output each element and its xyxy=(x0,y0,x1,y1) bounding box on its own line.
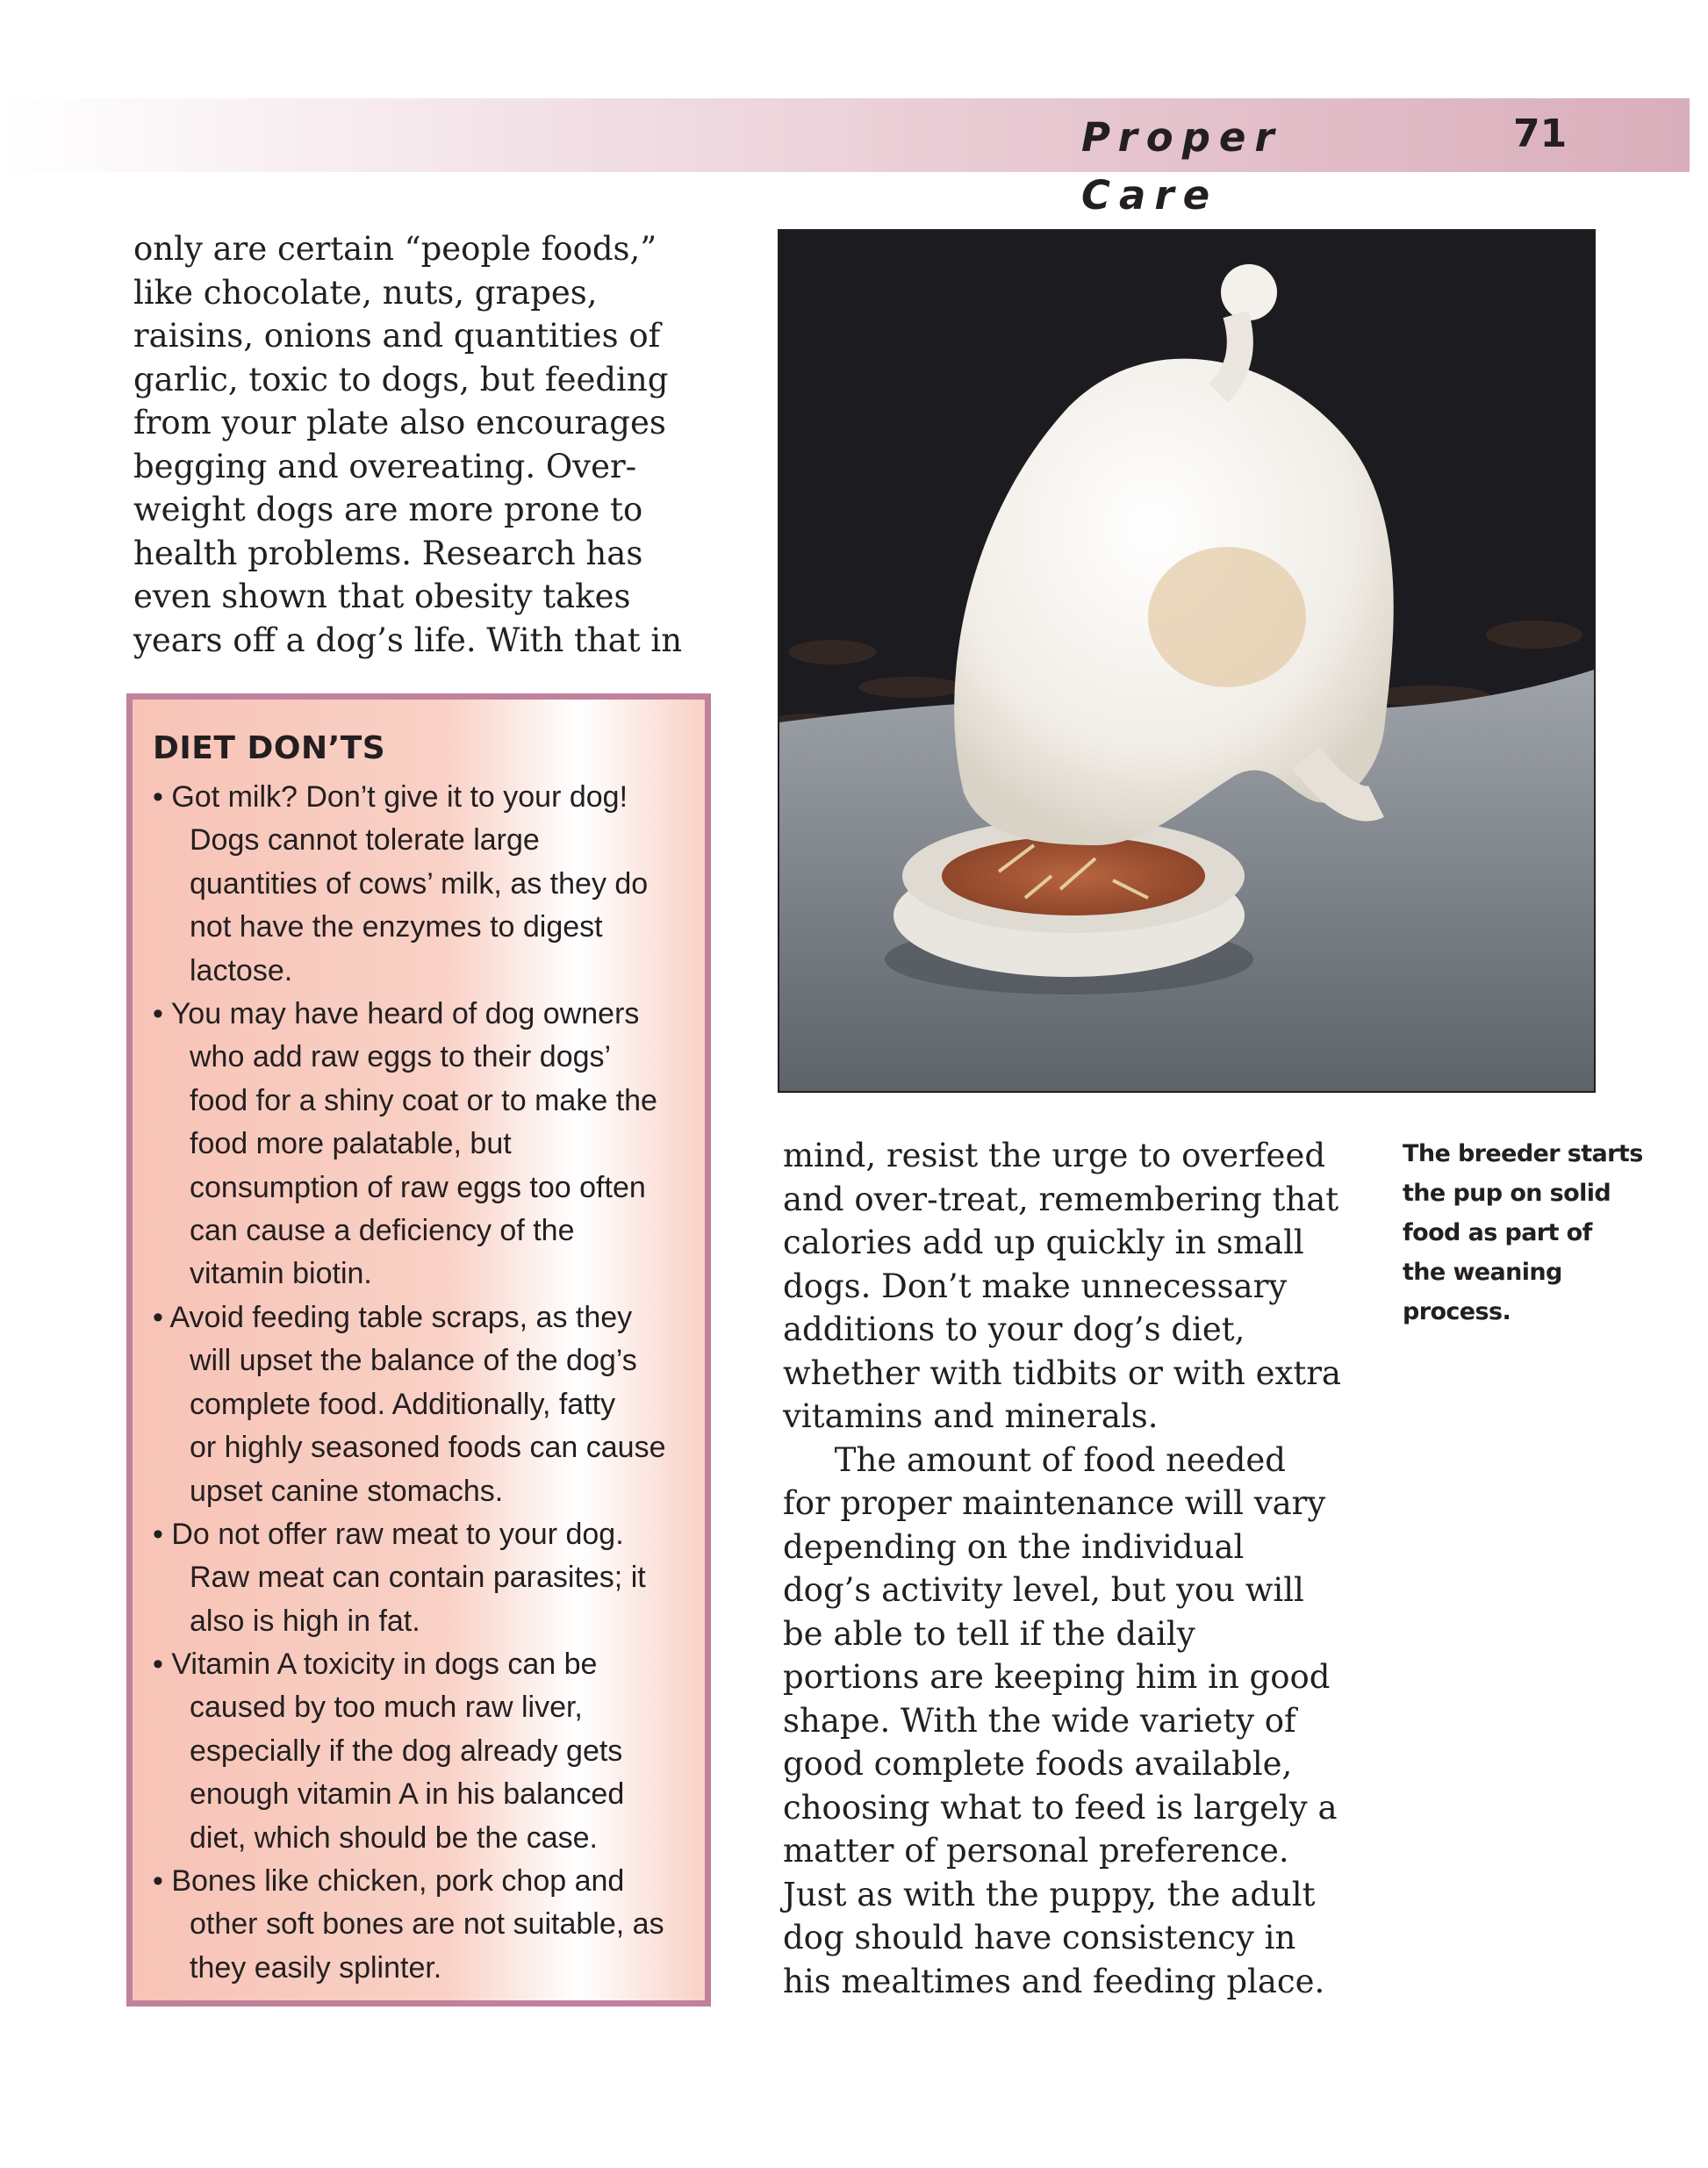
puppy-eating-photo xyxy=(778,229,1596,1093)
sidebar-title: DIET DON’TS xyxy=(153,730,386,766)
sidebar-item-vitamin-a: • Vitamin A toxicity in dogs can be caused by too much raw liver, especially if the dog already gets enough vitamin A in his balanced diet, which should be the case. xyxy=(153,1648,625,1855)
body-column-left: only are certain “people foods,” like chocolate, nuts, grapes, raisins, onions and quantities of garlic, toxic to dogs, but feeding from your plate also encourages begging and overeating. Over- weight dogs are more prone to health problems. Research has even shown that obesity takes years off a dog’s life. With that in xyxy=(133,230,683,659)
sidebar-item-raw-eggs: • You may have heard of dog owners who add raw eggs to their dogs’ food for a shiny coat or to make the food more palatable, but consumption of raw eggs too often can cause a deficiency of the vitamin biotin. xyxy=(153,997,657,1291)
puppy-photo-illustration xyxy=(779,231,1594,1091)
photo-caption: The breeder starts the pup on solid food as part of the weaning process. xyxy=(1403,1140,1643,1325)
running-head: Proper Care xyxy=(1081,114,1283,219)
sidebar-item-bones: • Bones like chicken, pork chop and other soft bones are not suitable, as they easily splinter. xyxy=(153,1864,664,1985)
header-band xyxy=(0,98,1690,219)
sidebar-item-table-scraps: • Avoid feeding table scraps, as they will upset the balance of the dog’s complete food. Additionally, fatty or highly seasoned foods can cause upset canine stomachs. xyxy=(153,1301,666,1508)
sidebar-item-milk: • Got milk? Don’t give it to your dog! Dogs cannot tolerate large quantities of cows’ milk, as they do not have the enzymes to digest lactose. xyxy=(153,780,649,987)
body-column-right: mind, resist the urge to overfeed and over-treat, remembering that calories add up quickly in small dogs. Don’t make unnecessary additions to your dog’s diet, whether with tidbits or with extra vitamins and minerals. The amount of food needed for proper maintenance will vary depending on the individual dog’s activity level, but you will be able to tell if the daily portions are keeping him in good shape. With the wide variety of good complete foods available, choosing what to feed is largely a matter of personal preference. Just as with the puppy, the adult dog should have consistency in his mealtimes and feeding place. xyxy=(783,1137,1341,2000)
page-number: 71 xyxy=(1513,111,1568,156)
sidebar-item-raw-meat: • Do not offer raw meat to your dog. Raw meat can contain parasites; it also is high in fat. xyxy=(153,1518,646,1638)
